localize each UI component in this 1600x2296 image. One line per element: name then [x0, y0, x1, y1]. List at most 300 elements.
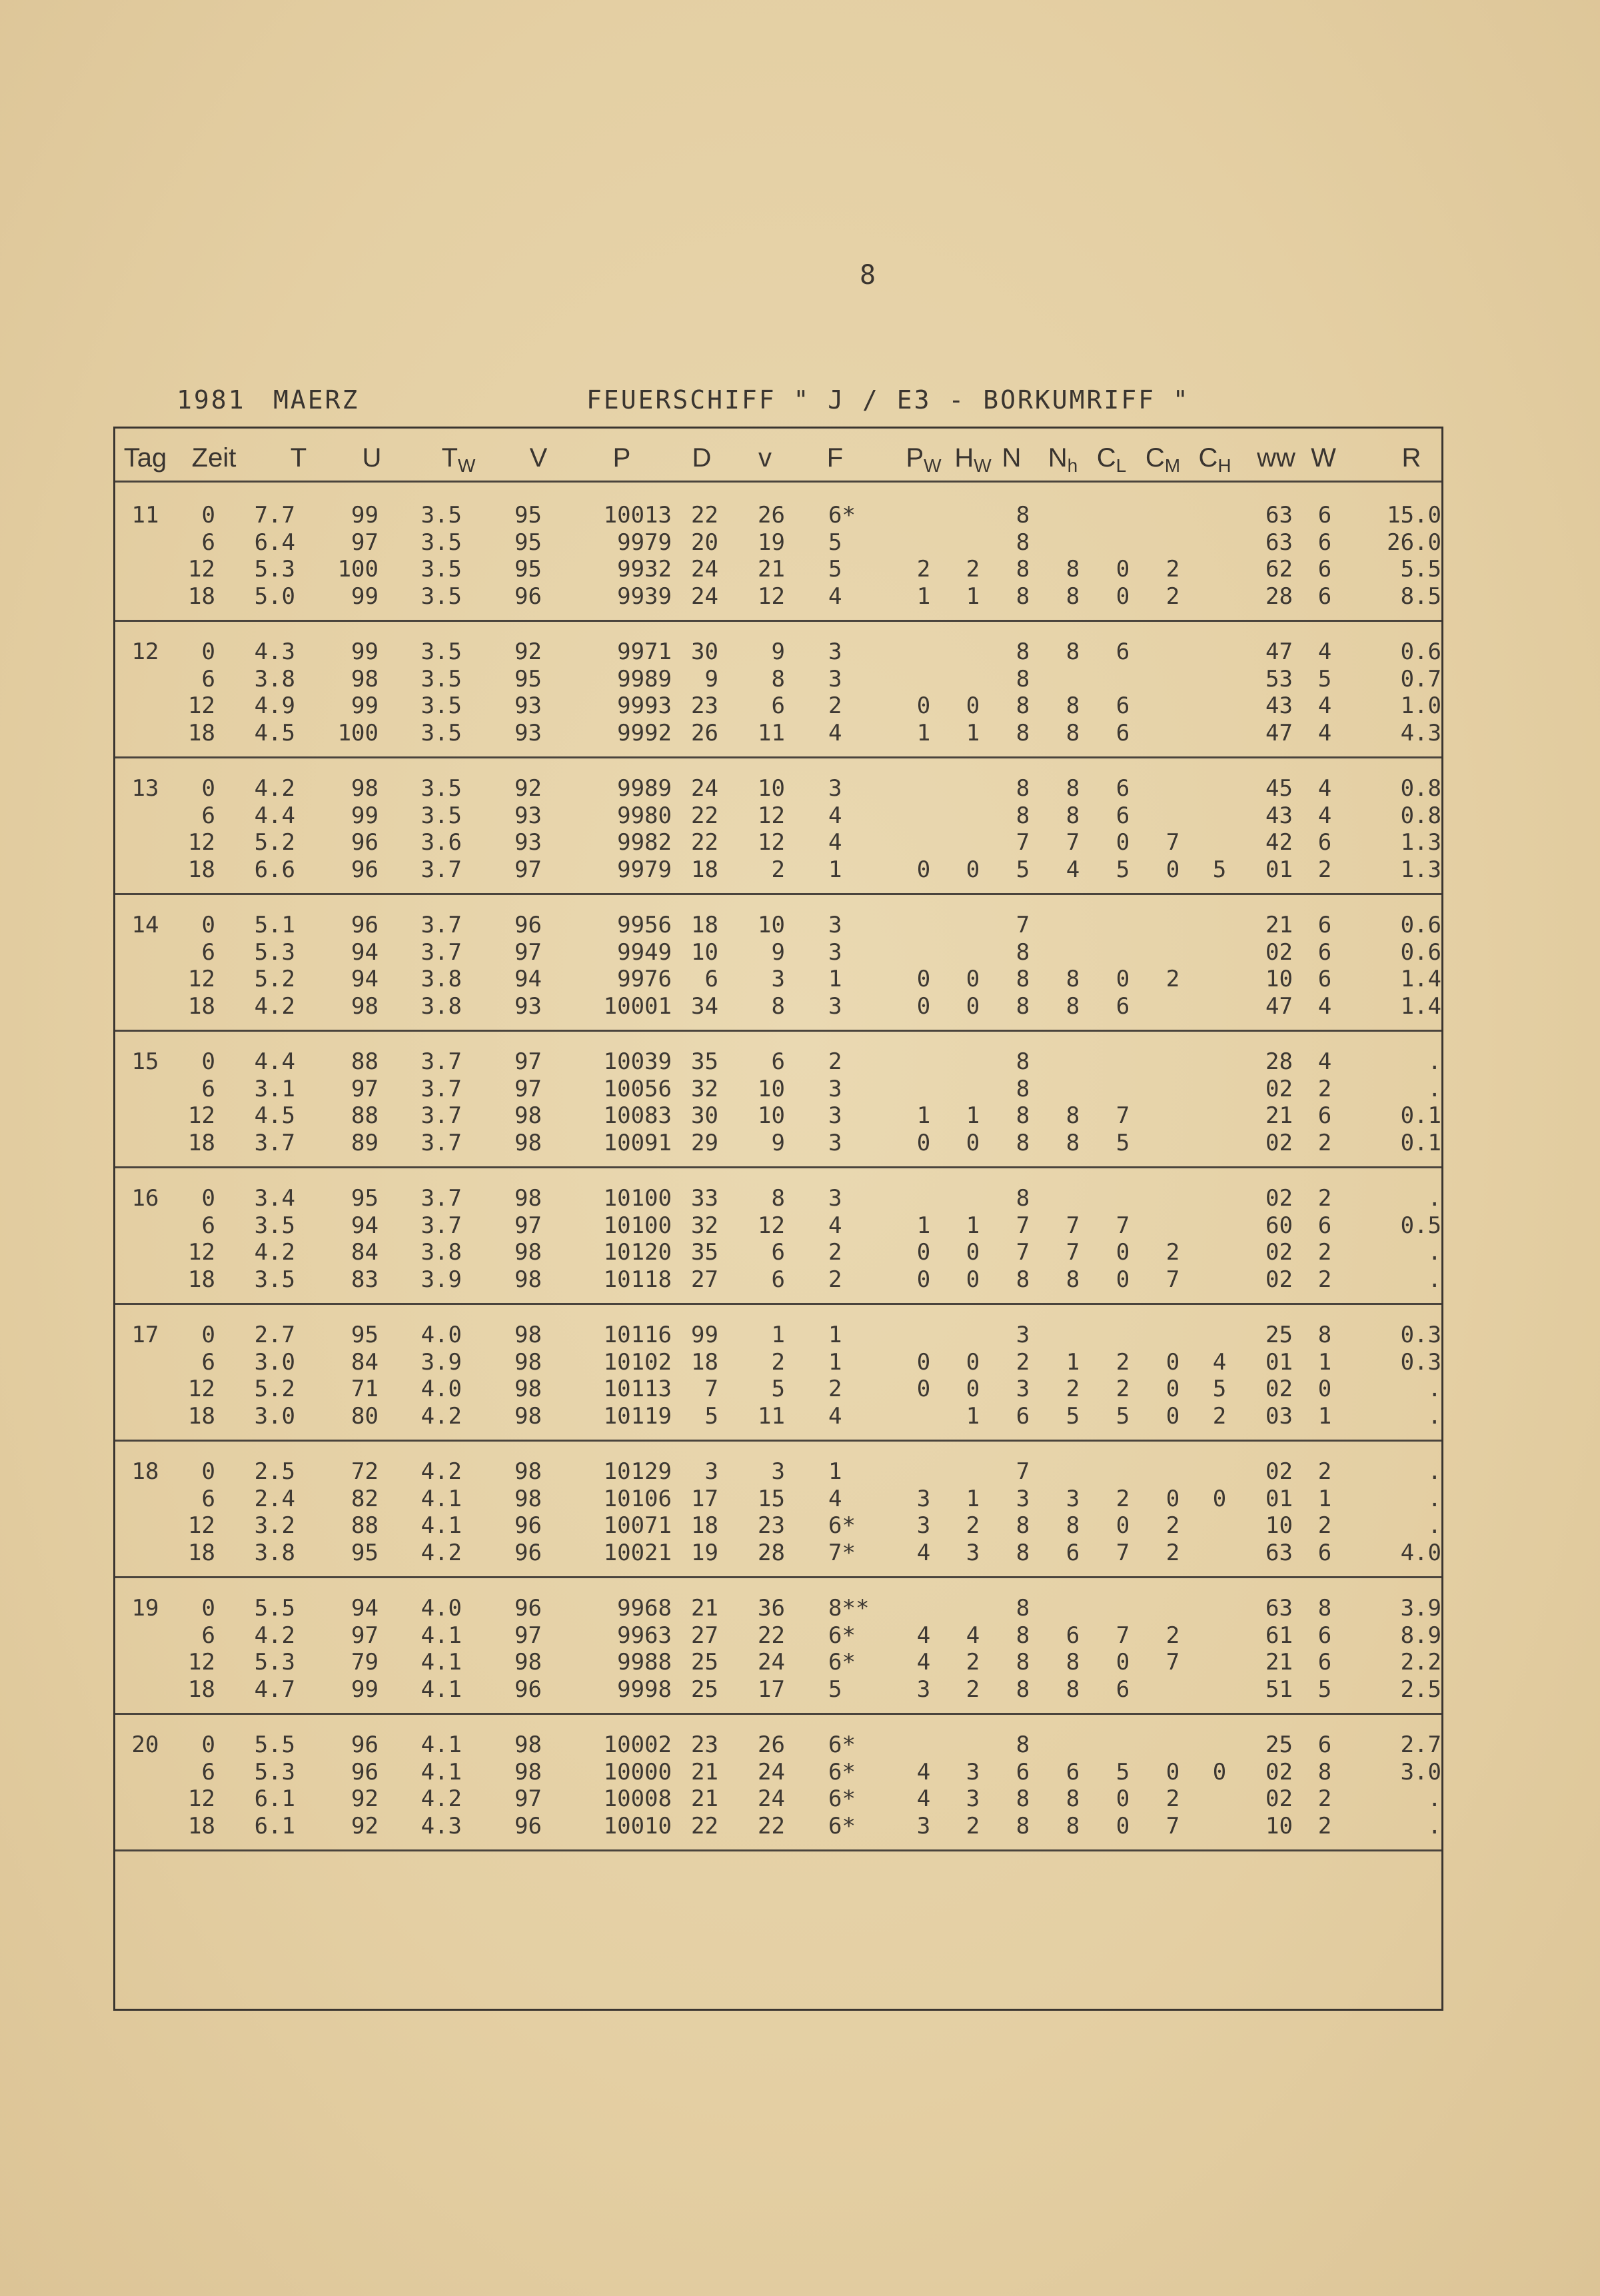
cell-f: 2 — [828, 1048, 842, 1075]
cell-w: 2 — [1317, 1129, 1332, 1156]
cell-ww: 10 — [1265, 966, 1293, 992]
cell-hw: 0 — [966, 1239, 980, 1266]
column-header-label: H — [954, 443, 974, 473]
cell-t: 5.3 — [254, 556, 295, 582]
cell-tw: 3.5 — [420, 692, 462, 719]
cell-t: 4.2 — [254, 1622, 295, 1649]
cell-hw: 3 — [966, 1785, 980, 1812]
cell-d: 29 — [691, 1129, 718, 1156]
cell-p: 10001 — [603, 992, 672, 1020]
cell-p: 9979 — [617, 856, 672, 883]
cell-v: 97 — [514, 1075, 542, 1102]
cell-t: 6.1 — [254, 1785, 295, 1812]
cell-v: 98 — [514, 1402, 542, 1430]
cell-t: 5.3 — [254, 1649, 295, 1676]
cell-pw: 4 — [916, 1649, 931, 1676]
cell-u: 98 — [351, 775, 379, 802]
column-header-hw — [954, 443, 991, 477]
cell-zeit: 18 — [188, 582, 215, 610]
cell-w: 1 — [1317, 1402, 1332, 1430]
cell-f: 3 — [828, 1075, 842, 1102]
cell-tw: 3.5 — [420, 582, 462, 610]
cell-zeit: 0 — [201, 1731, 215, 1758]
cell-vv: 8 — [771, 1185, 785, 1212]
cell-pw: 3 — [916, 1512, 931, 1539]
cell-f: 6* — [828, 1812, 856, 1839]
cell-f: 1 — [828, 856, 842, 883]
cell-cm: 0 — [1166, 1758, 1180, 1785]
cell-f: 3 — [828, 638, 842, 665]
cell-d: 22 — [691, 1812, 718, 1839]
column-header-label: D — [692, 443, 712, 473]
cell-t: 5.3 — [254, 1758, 295, 1785]
cell-zeit: 6 — [201, 1485, 215, 1512]
cell-r: 2.2 — [1400, 1649, 1441, 1676]
cell-f: 5 — [828, 1676, 842, 1703]
cell-t: 4.5 — [254, 719, 295, 746]
cell-u: 94 — [351, 1212, 379, 1239]
cell-cm: 0 — [1166, 1348, 1180, 1376]
cell-u: 89 — [351, 1129, 379, 1156]
column-header-subscript: M — [1164, 455, 1181, 476]
cell-n: 3 — [1016, 1322, 1030, 1348]
cell-u: 92 — [351, 1785, 379, 1812]
cell-zeit: 0 — [201, 1322, 215, 1348]
column-header-w — [1311, 443, 1336, 473]
cell-f: 6* — [828, 1785, 856, 1812]
cell-f: 6* — [828, 502, 856, 529]
column-header-label: C — [1096, 443, 1116, 473]
cell-cl: 6 — [1116, 802, 1130, 829]
cell-p: 9979 — [617, 529, 672, 556]
cell-d: 27 — [691, 1622, 718, 1649]
cell-r: . — [1427, 1266, 1441, 1293]
cell-cm: 2 — [1166, 966, 1180, 992]
cell-u: 94 — [351, 1595, 379, 1622]
cell-t: 6.1 — [254, 1812, 295, 1839]
cell-u: 97 — [351, 1622, 379, 1649]
cell-d: 21 — [691, 1758, 718, 1785]
cell-cm: 0 — [1166, 1485, 1180, 1512]
cell-zeit: 12 — [188, 1102, 215, 1129]
cell-f: 3 — [828, 1102, 842, 1129]
cell-p: 9989 — [617, 775, 672, 802]
cell-n: 8 — [1016, 719, 1030, 746]
cell-hw: 0 — [966, 1376, 980, 1402]
cell-d: 22 — [691, 829, 718, 856]
cell-cl: 0 — [1116, 1239, 1130, 1266]
cell-u: 100 — [337, 556, 379, 582]
cell-p: 10116 — [603, 1322, 672, 1348]
cell-u: 96 — [351, 1731, 379, 1758]
cell-t: 3.1 — [254, 1075, 295, 1102]
cell-f: 6* — [828, 1622, 856, 1649]
cell-d: 9 — [704, 665, 718, 692]
cell-r: 1.3 — [1400, 829, 1441, 856]
cell-p: 10083 — [603, 1102, 672, 1129]
cell-v: 96 — [514, 1539, 542, 1566]
cell-f: 6* — [828, 1512, 856, 1539]
cell-v: 98 — [514, 1376, 542, 1402]
cell-v: 93 — [514, 992, 542, 1020]
cell-cm: 0 — [1166, 1376, 1180, 1402]
cell-w: 2 — [1317, 1266, 1332, 1293]
cell-pw: 0 — [916, 856, 931, 883]
cell-ww: 01 — [1265, 1348, 1293, 1376]
cell-r: . — [1427, 1812, 1441, 1839]
cell-ww: 02 — [1265, 938, 1293, 966]
cell-t: 7.7 — [254, 502, 295, 529]
cell-r: 8.9 — [1400, 1622, 1441, 1649]
cell-w: 1 — [1317, 1348, 1332, 1376]
header-station: FEUERSCHIFF " J / E3 - BORKUMRIFF " — [586, 385, 1190, 415]
cell-n: 2 — [1016, 1348, 1030, 1376]
cell-f: 7* — [828, 1539, 856, 1566]
cell-n: 8 — [1016, 802, 1030, 829]
cell-cl: 6 — [1116, 719, 1130, 746]
cell-nh: 8 — [1066, 1129, 1080, 1156]
cell-v: 94 — [514, 966, 542, 992]
page-number: 8 — [860, 260, 876, 291]
cell-f: 8** — [828, 1595, 870, 1622]
cell-t: 4.7 — [254, 1676, 295, 1703]
day-label: 17 — [131, 1322, 159, 1348]
cell-d: 30 — [691, 638, 718, 665]
cell-vv: 8 — [771, 665, 785, 692]
cell-vv: 5 — [771, 1376, 785, 1402]
cell-zeit: 6 — [201, 1622, 215, 1649]
cell-r: 3.9 — [1400, 1595, 1441, 1622]
cell-v: 97 — [514, 1212, 542, 1239]
cell-ww: 60 — [1265, 1212, 1293, 1239]
cell-pw: 3 — [916, 1676, 931, 1703]
cell-hw: 3 — [966, 1758, 980, 1785]
cell-nh: 2 — [1066, 1376, 1080, 1402]
cell-nh: 8 — [1066, 1512, 1080, 1539]
cell-t: 4.2 — [254, 1239, 295, 1266]
cell-d: 25 — [691, 1649, 718, 1676]
cell-p: 9989 — [617, 665, 672, 692]
cell-d: 3 — [704, 1458, 718, 1485]
cell-p: 10113 — [603, 1376, 672, 1402]
cell-v: 97 — [514, 1785, 542, 1812]
cell-zeit: 18 — [188, 1539, 215, 1566]
cell-hw: 2 — [966, 1649, 980, 1676]
cell-zeit: 0 — [201, 775, 215, 802]
cell-ww: 47 — [1265, 638, 1293, 665]
cell-d: 19 — [691, 1539, 718, 1566]
cell-tw: 3.5 — [420, 775, 462, 802]
cell-vv: 26 — [758, 502, 785, 529]
cell-w: 6 — [1317, 1102, 1332, 1129]
cell-cl: 5 — [1116, 856, 1130, 883]
cell-f: 1 — [828, 1322, 842, 1348]
cell-d: 33 — [691, 1185, 718, 1212]
cell-r: 0.6 — [1400, 638, 1441, 665]
cell-pw: 1 — [916, 1212, 931, 1239]
cell-n: 7 — [1016, 1239, 1030, 1266]
cell-hw: 1 — [966, 1485, 980, 1512]
cell-ww: 45 — [1265, 775, 1293, 802]
cell-cm: 2 — [1166, 1785, 1180, 1812]
cell-pw: 0 — [916, 1348, 931, 1376]
cell-nh: 6 — [1066, 1622, 1080, 1649]
cell-ww: 02 — [1265, 1376, 1293, 1402]
cell-f: 1 — [828, 1348, 842, 1376]
cell-r: . — [1427, 1048, 1441, 1075]
column-header-subscript: W — [924, 455, 942, 476]
cell-t: 5.0 — [254, 582, 295, 610]
cell-t: 4.2 — [254, 992, 295, 1020]
cell-tw: 3.8 — [420, 992, 462, 1020]
cell-p: 9932 — [617, 556, 672, 582]
cell-vv: 12 — [758, 1212, 785, 1239]
cell-v: 92 — [514, 775, 542, 802]
cell-cl: 0 — [1116, 1649, 1130, 1676]
cell-vv: 21 — [758, 556, 785, 582]
cell-n: 8 — [1016, 1595, 1030, 1622]
cell-tw: 4.0 — [420, 1322, 462, 1348]
cell-p: 10056 — [603, 1075, 672, 1102]
cell-w: 4 — [1317, 775, 1332, 802]
cell-hw: 2 — [966, 1676, 980, 1703]
cell-f: 4 — [828, 719, 842, 746]
day-label: 20 — [131, 1731, 159, 1758]
cell-nh: 7 — [1066, 829, 1080, 856]
cell-p: 10071 — [603, 1512, 672, 1539]
cell-v: 98 — [514, 1458, 542, 1485]
cell-tw: 4.2 — [420, 1539, 462, 1566]
day-label: 16 — [131, 1185, 159, 1212]
cell-zeit: 6 — [201, 1758, 215, 1785]
cell-hw: 3 — [966, 1539, 980, 1566]
cell-tw: 3.9 — [420, 1348, 462, 1376]
column-header-v — [530, 443, 548, 473]
cell-vv: 10 — [758, 775, 785, 802]
cell-v: 93 — [514, 802, 542, 829]
cell-u: 94 — [351, 938, 379, 966]
cell-d: 35 — [691, 1048, 718, 1075]
cell-tw: 4.0 — [420, 1376, 462, 1402]
cell-r: 1.4 — [1400, 966, 1441, 992]
cell-r: 4.3 — [1400, 719, 1441, 746]
column-header-label: Zeit — [191, 443, 237, 473]
column-header-label: U — [362, 443, 382, 473]
cell-u: 95 — [351, 1322, 379, 1348]
cell-v: 98 — [514, 1129, 542, 1156]
cell-t: 3.0 — [254, 1402, 295, 1430]
cell-vv: 6 — [771, 692, 785, 719]
cell-f: 2 — [828, 1266, 842, 1293]
cell-zeit: 6 — [201, 665, 215, 692]
cell-r: . — [1427, 1458, 1441, 1485]
cell-r: 0.1 — [1400, 1102, 1441, 1129]
column-header-label: ww — [1257, 443, 1295, 473]
cell-w: 6 — [1317, 1212, 1332, 1239]
cell-w: 2 — [1317, 1185, 1332, 1212]
cell-ww: 51 — [1265, 1676, 1293, 1703]
cell-p: 9976 — [617, 966, 672, 992]
cell-zeit: 6 — [201, 802, 215, 829]
cell-vv: 11 — [758, 719, 785, 746]
cell-f: 3 — [828, 665, 842, 692]
cell-ww: 63 — [1265, 1595, 1293, 1622]
cell-cl: 6 — [1116, 1676, 1130, 1703]
cell-n: 8 — [1016, 556, 1030, 582]
cell-zeit: 12 — [188, 1512, 215, 1539]
cell-u: 99 — [351, 638, 379, 665]
cell-pw: 1 — [916, 582, 931, 610]
cell-n: 8 — [1016, 1731, 1030, 1758]
cell-w: 6 — [1317, 529, 1332, 556]
cell-vv: 10 — [758, 912, 785, 938]
cell-ch: 5 — [1212, 856, 1227, 883]
cell-r: 8.5 — [1400, 582, 1441, 610]
cell-v: 97 — [514, 1622, 542, 1649]
cell-v: 95 — [514, 556, 542, 582]
cell-p: 9968 — [617, 1595, 672, 1622]
column-header-cl — [1097, 443, 1126, 477]
cell-tw: 4.2 — [420, 1785, 462, 1812]
cell-tw: 3.7 — [420, 1129, 462, 1156]
cell-ch: 4 — [1212, 1348, 1227, 1376]
cell-p: 9949 — [617, 938, 672, 966]
cell-t: 4.2 — [254, 775, 295, 802]
column-header-t — [291, 443, 307, 473]
cell-f: 2 — [828, 1239, 842, 1266]
cell-ww: 61 — [1265, 1622, 1293, 1649]
cell-ww: 02 — [1265, 1185, 1293, 1212]
cell-v: 97 — [514, 856, 542, 883]
column-header-label: V — [529, 443, 548, 473]
cell-w: 6 — [1317, 1622, 1332, 1649]
cell-v: 98 — [514, 1322, 542, 1348]
cell-hw: 0 — [966, 1266, 980, 1293]
cell-f: 3 — [828, 1129, 842, 1156]
cell-r: 2.7 — [1400, 1731, 1441, 1758]
cell-v: 96 — [514, 1812, 542, 1839]
cell-zeit: 18 — [188, 1812, 215, 1839]
cell-vv: 9 — [771, 1129, 785, 1156]
cell-v: 96 — [514, 582, 542, 610]
cell-u: 84 — [351, 1348, 379, 1376]
cell-u: 80 — [351, 1402, 379, 1430]
cell-n: 6 — [1016, 1758, 1030, 1785]
cell-p: 9939 — [617, 582, 672, 610]
cell-p: 10013 — [603, 502, 672, 529]
cell-w: 1 — [1317, 1485, 1332, 1512]
cell-pw: 0 — [916, 992, 931, 1020]
cell-ww: 25 — [1265, 1322, 1293, 1348]
cell-hw: 0 — [966, 1129, 980, 1156]
cell-r: . — [1427, 1485, 1441, 1512]
cell-nh: 6 — [1066, 1539, 1080, 1566]
cell-u: 79 — [351, 1649, 379, 1676]
cell-cm: 2 — [1166, 1622, 1180, 1649]
cell-u: 84 — [351, 1239, 379, 1266]
column-header-label: C — [1145, 443, 1165, 473]
cell-nh: 7 — [1066, 1239, 1080, 1266]
cell-d: 23 — [691, 1731, 718, 1758]
cell-v: 96 — [514, 1595, 542, 1622]
cell-n: 8 — [1016, 1676, 1030, 1703]
cell-zeit: 6 — [201, 529, 215, 556]
day-label: 18 — [131, 1458, 159, 1485]
cell-t: 4.5 — [254, 1102, 295, 1129]
cell-zeit: 6 — [201, 938, 215, 966]
day-divider — [115, 756, 1441, 758]
cell-nh: 8 — [1066, 775, 1080, 802]
cell-ww: 01 — [1265, 856, 1293, 883]
column-header-label: v — [758, 443, 772, 473]
cell-ww: 02 — [1265, 1785, 1293, 1812]
column-header-subscript: h — [1067, 455, 1078, 476]
cell-n: 8 — [1016, 938, 1030, 966]
cell-t: 2.5 — [254, 1458, 295, 1485]
column-header-subscript: H — [1217, 455, 1231, 476]
cell-p: 9992 — [617, 719, 672, 746]
cell-t: 6.4 — [254, 529, 295, 556]
cell-p: 10100 — [603, 1212, 672, 1239]
cell-u: 94 — [351, 966, 379, 992]
cell-w: 4 — [1317, 692, 1332, 719]
column-header-n — [1002, 443, 1022, 473]
column-header-subscript: W — [458, 455, 476, 476]
cell-f: 4 — [828, 1402, 842, 1430]
cell-r: 0.6 — [1400, 938, 1441, 966]
cell-ch: 0 — [1212, 1758, 1227, 1785]
cell-t: 3.7 — [254, 1129, 295, 1156]
cell-nh: 5 — [1066, 1402, 1080, 1430]
cell-cl: 6 — [1116, 692, 1130, 719]
cell-n: 8 — [1016, 1649, 1030, 1676]
cell-d: 23 — [691, 692, 718, 719]
cell-ww: 21 — [1265, 1649, 1293, 1676]
cell-zeit: 0 — [201, 1185, 215, 1212]
cell-ww: 02 — [1265, 1266, 1293, 1293]
column-header-tag — [124, 443, 167, 473]
cell-pw: 3 — [916, 1485, 931, 1512]
cell-t: 5.3 — [254, 938, 295, 966]
cell-r: . — [1427, 1402, 1441, 1430]
cell-cl: 5 — [1116, 1758, 1130, 1785]
cell-v: 98 — [514, 1185, 542, 1212]
cell-r: . — [1427, 1075, 1441, 1102]
cell-hw: 0 — [966, 992, 980, 1020]
cell-zeit: 12 — [188, 692, 215, 719]
cell-pw: 3 — [916, 1812, 931, 1839]
cell-u: 100 — [337, 719, 379, 746]
cell-cm: 7 — [1166, 1649, 1180, 1676]
cell-cm: 7 — [1166, 1812, 1180, 1839]
cell-nh: 8 — [1066, 719, 1080, 746]
cell-r: 1.0 — [1400, 692, 1441, 719]
cell-tw: 3.7 — [420, 1102, 462, 1129]
cell-u: 96 — [351, 912, 379, 938]
cell-zeit: 18 — [188, 1402, 215, 1430]
cell-r: . — [1427, 1239, 1441, 1266]
cell-t: 5.2 — [254, 1376, 295, 1402]
cell-r: 0.3 — [1400, 1348, 1441, 1376]
cell-w: 4 — [1317, 638, 1332, 665]
cell-hw: 0 — [966, 1348, 980, 1376]
cell-t: 5.5 — [254, 1731, 295, 1758]
cell-vv: 10 — [758, 1075, 785, 1102]
cell-d: 18 — [691, 1512, 718, 1539]
cell-tw: 4.0 — [420, 1595, 462, 1622]
cell-cm: 2 — [1166, 1239, 1180, 1266]
cell-p: 9980 — [617, 802, 672, 829]
